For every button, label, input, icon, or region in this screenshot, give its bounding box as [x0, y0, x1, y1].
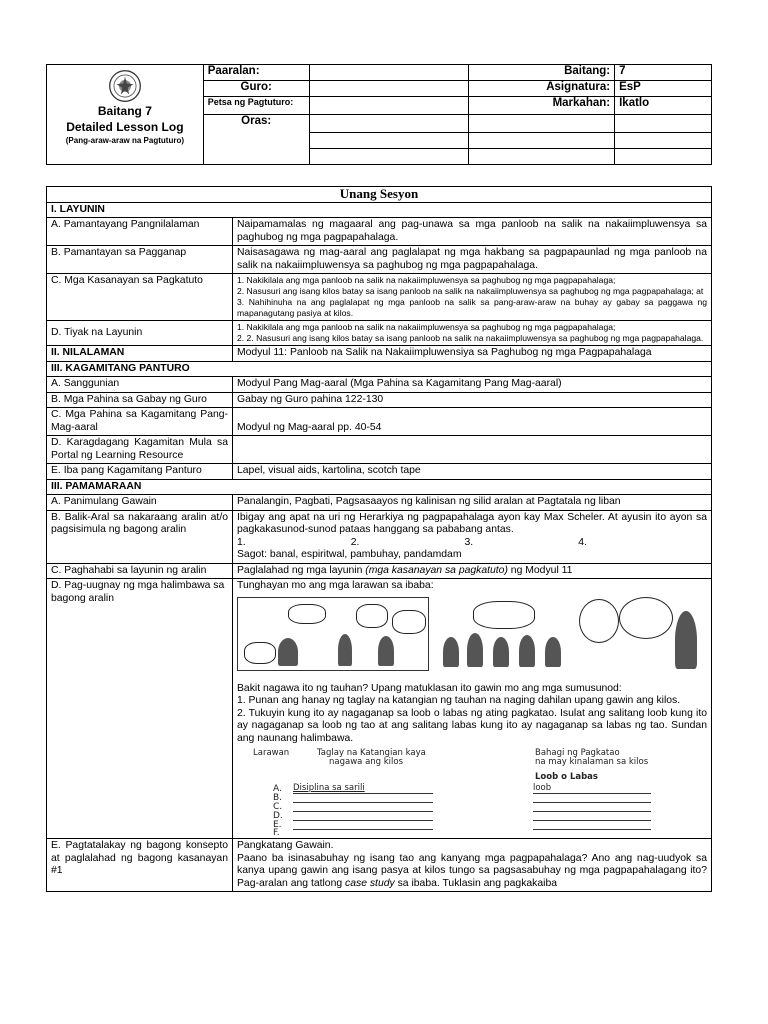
paghahabi-text: Paglalahad ng mga layunin: [237, 564, 366, 576]
pag-uugnay-label: D. Pag-uugnay ng mga halimbawa sa bagong aralin: [47, 579, 233, 839]
ws-answer-line[interactable]: [533, 829, 651, 830]
balik-aral-text: Ibigay ang apat na uri ng Herarkiya ng pagpapahalaga ayon kay Max Scheler. At ayusin ito ayon sa pagkakasunod-sunod pataas hanggang sa pababang antas.: [237, 511, 707, 535]
ws-answer-line[interactable]: [293, 793, 433, 794]
ws-col-katangian-2: nagawa ang kilos: [329, 757, 404, 767]
petsa-field[interactable]: [309, 97, 469, 115]
balik-aral-cell: [233, 510, 712, 563]
grade-title: Baitang 7: [97, 104, 152, 118]
kagamitan-heading: III. KAGAMITANG PANTURO: [47, 361, 712, 377]
kasanayan-label: C. Mga Kasanayan sa Pagkatuto: [47, 274, 233, 321]
pagtatalakay-line1: Pangkatang Gawain.: [237, 840, 334, 851]
iba-pang-kagamitan-value: Lapel, visual aids, kartolina, scotch tape: [233, 464, 712, 480]
worksheet: [237, 747, 707, 838]
comic-strip-image: [237, 597, 429, 671]
group-people-image: [433, 597, 573, 669]
balik-aral-answer: Sagot: banal, espiritwal, pambuhay, pandamdam: [237, 549, 462, 560]
number-item: 3.: [464, 536, 474, 548]
number-item: 1.: [237, 536, 246, 548]
tiyak-layunin-item: 1. Nakikilala ang mga panloob na salik na nakaiimpluwensya sa paghubog ng mga pagpapahalaga;: [237, 322, 616, 332]
oras-extra-1[interactable]: [469, 115, 615, 132]
tiyak-layunin-item: 2. 2. Nasusuri ang isang kilos batay sa isang panloob na salik na nakaiimpluwensya sa paghubog ng mga pagpapahalaga.: [237, 333, 704, 343]
paghahabi-label: C. Paghahabi sa layunin ng aralin: [47, 563, 233, 579]
pamantayan-pagganap-label: B. Pamantayan sa Pagganap: [47, 246, 233, 274]
baitang-value[interactable]: 7: [615, 65, 712, 81]
baitang-label: Baitang:: [469, 65, 615, 81]
pag-uugnay-step1: 1. Punan ang hanay ng taglay na katangian ng tauhan na naging dahilan upang gawin ang kilos.: [237, 695, 681, 706]
paghahabi-value: [233, 563, 712, 579]
pagtatalakay-text-start: Paano ba isinasabuhay ng isang tao ang kanyang mga pagpapahalaga? Ano ang nag-uudyok sa kanya upang gawin ang isang pasya at kilos tungo sa pagsasabuhay ng mga pagpapahalagang ito? Pag-aralan ang tatlong: [237, 852, 707, 889]
pamantayang-pangnilalaman-label: A. Pamantayang Pangnilalaman: [47, 218, 233, 246]
karagdagang-kagamitan-label: D. Karagdagang Kagamitan Mula sa Portal ng Learning Resource: [47, 436, 233, 464]
asignatura-value[interactable]: EsP: [615, 81, 712, 97]
markahan-value[interactable]: Ikatlo: [615, 97, 712, 115]
ws-answer-line[interactable]: [293, 829, 433, 830]
ws-answer-line[interactable]: [533, 802, 651, 803]
pag-uugnay-intro: Tunghayan mo ang mga larawan sa ibaba:: [237, 580, 434, 591]
ws-answer-line[interactable]: [293, 802, 433, 803]
lesson-table: [46, 186, 712, 892]
ws-letter: B.: [273, 793, 283, 803]
paaralan-label: Paaralan:: [203, 65, 309, 81]
comic-pictures: [237, 597, 707, 677]
sanggunian-value: Modyul Pang Mag-aaral (Mga Pahina sa Kagamitang Pang Mag-aaral): [233, 377, 712, 393]
guro-field[interactable]: [309, 81, 469, 97]
paghahabi-text-end: ng Modyul 11: [507, 564, 573, 576]
karagdagang-kagamitan-value: [233, 436, 712, 464]
guro-label: Guro:: [203, 81, 309, 97]
header-table: [46, 64, 712, 165]
ws-letter: C.: [273, 802, 283, 812]
pag-uugnay-cell: [233, 579, 712, 839]
dll-title: Detailed Lesson Log: [66, 120, 184, 134]
oras-field-2[interactable]: [309, 132, 469, 148]
ws-answer-line[interactable]: [293, 811, 433, 812]
layunin-heading: I. LAYUNIN: [47, 202, 712, 218]
oras-extra-2[interactable]: [615, 115, 712, 132]
balik-aral-label: B. Balik-Aral sa nakaraang aralin at/o pagsisimula ng bagong aralin: [47, 510, 233, 563]
ws-example-trait: Disiplina sa sarili: [293, 783, 365, 793]
tiyak-layunin-label: D. Tiyak na Layunin: [47, 321, 233, 346]
oras-extra-4[interactable]: [615, 132, 712, 148]
nilalaman-value: Modyul 11: Panloob na Salik na Nakaiimpluwensiya sa Paghubog ng mga Pagpapahalaga: [233, 346, 712, 362]
tiyak-layunin-list: [233, 321, 712, 346]
panimulang-gawain-label: A. Panimulang Gawain: [47, 495, 233, 511]
kasanayan-item: 1. Nakikilala ang mga panloob na salik na nakaiimpluwensya sa paghubog ng mga pagpapahalaga;: [237, 275, 616, 285]
petsa-label: Petsa ng Pagtuturo:: [203, 97, 309, 115]
pamantayang-pangnilalaman-value: Naipamamalas ng magaaral ang pag-unawa sa mga panloob na salik na nakaiimpluwensya sa paghubog ng mga pagpapahalaga.: [233, 218, 712, 246]
school-seal-cell: [47, 65, 204, 165]
kasanayan-list: [233, 274, 712, 321]
ws-col-larawan: Larawan: [253, 748, 290, 758]
ws-answer-line[interactable]: [293, 820, 433, 821]
number-item: 4.: [578, 536, 587, 548]
gabay-guro-label: B. Mga Pahina sa Gabay ng Guro: [47, 392, 233, 408]
number-item: 2.: [350, 536, 360, 548]
pagtatalakay-text: [237, 853, 707, 891]
session-title: Unang Sesyon: [47, 187, 712, 203]
oras-extra-6[interactable]: [615, 148, 712, 164]
kasanayan-item: 3. Nahihinuha na ang paglalapat ng mga panloob na salik sa pang-araw-araw na buhay ay gabay sa paggawa ng mapanagutang pasiya at kilos.: [237, 297, 707, 318]
oras-label: Oras:: [203, 115, 309, 165]
iba-pang-kagamitan-label: E. Iba pang Kagamitang Panturo: [47, 464, 233, 480]
deped-seal-icon: [108, 69, 142, 103]
kagamitang-magaaral-label: C. Mga Pahina sa Kagamitang Pang- Mag-aaral: [47, 408, 233, 436]
ws-col-bahagi-1: Bahagi ng Pagkatao: [535, 748, 620, 758]
pamamaraan-heading: III. PAMAMARAAN: [47, 479, 712, 495]
ws-letter: E.: [273, 820, 282, 830]
thinking-girl-image: [579, 597, 707, 675]
oras-extra-5[interactable]: [469, 148, 615, 164]
gabay-guro-value: Gabay ng Guro pahina 122-130: [233, 392, 712, 408]
asignatura-label: Asignatura:: [469, 81, 615, 97]
kasanayan-item: 2. Nasusuri ang isang kilos batay sa isang panloob na salik na nakaiimpluwensya sa paghubog ng mga pagpapahalaga; at: [237, 286, 704, 296]
ws-col-bahagi-2: na may kinalaman sa kilos: [535, 757, 649, 767]
ws-answer-line[interactable]: [533, 793, 651, 794]
ws-col-katangian-1: Taglay na Katangian kaya: [317, 748, 426, 758]
pag-uugnay-question: Bakit nagawa ito ng tauhan? Upang matuklasan ito gawin mo ang mga sumusunod:: [237, 682, 622, 694]
nilalaman-heading: II. NILALAMAN: [47, 346, 233, 362]
pagtatalakay-italic: case study: [345, 877, 395, 889]
paghahabi-italic: (mga kasanayan sa pagkatuto): [365, 564, 508, 576]
panimulang-gawain-value: Panalangin, Pagbati, Pagsasaayos ng kalinisan ng silid aralan at Pagtatala ng liban: [233, 495, 712, 511]
balik-aral-numbers: [237, 537, 707, 550]
markahan-label: Markahan:: [469, 97, 615, 115]
ws-answer-line[interactable]: [533, 811, 651, 812]
ws-letter: A.: [273, 784, 282, 794]
pagtatalakay-label: E. Pagtatalakay ng bagong konsepto at paglalahad ng bagong kasanayan #1: [47, 839, 233, 892]
pagtatalakay-text-end: sa ibaba. Tuklasin ang pagkakaiba: [394, 877, 558, 889]
oras-field-3[interactable]: [309, 148, 469, 164]
kagamitang-magaaral-value: Modyul ng Mag-aaral pp. 40-54: [233, 408, 712, 436]
ws-letter: F.: [273, 828, 280, 838]
oras-extra-3[interactable]: [469, 132, 615, 148]
oras-field-1[interactable]: [309, 115, 469, 132]
ws-letter: D.: [273, 811, 283, 821]
dll-subtitle: (Pang-araw-araw na Pagtuturo): [65, 136, 184, 145]
pamantayan-pagganap-value: Naisasagawa ng mag-aaral ang paglalapat ng mga hakbang sa pagpapaunlad ng mga panloob na salik na nakaiimpluwensya sa paghubog ng mga pagpapahalaga.: [233, 246, 712, 274]
ws-col-loob-labas: Loob o Labas: [535, 772, 598, 782]
paaralan-field[interactable]: [309, 65, 469, 81]
ws-answer-line[interactable]: [533, 820, 651, 821]
ws-example-part: loob: [533, 783, 552, 793]
sanggunian-label: A. Sanggunian: [47, 377, 233, 393]
pag-uugnay-step2: 2. Tukuyin kung ito ay nagaganap sa loob o labas ng ating pagkatao. Isulat ang salitang loob kung ito ay nagaganap sa loob ng tao at ang salitang labas kung ito ay nagaganap sa labas ng tao. Sundan ang naunang halimbawa.: [237, 707, 707, 744]
pagtatalakay-cell: [233, 839, 712, 892]
